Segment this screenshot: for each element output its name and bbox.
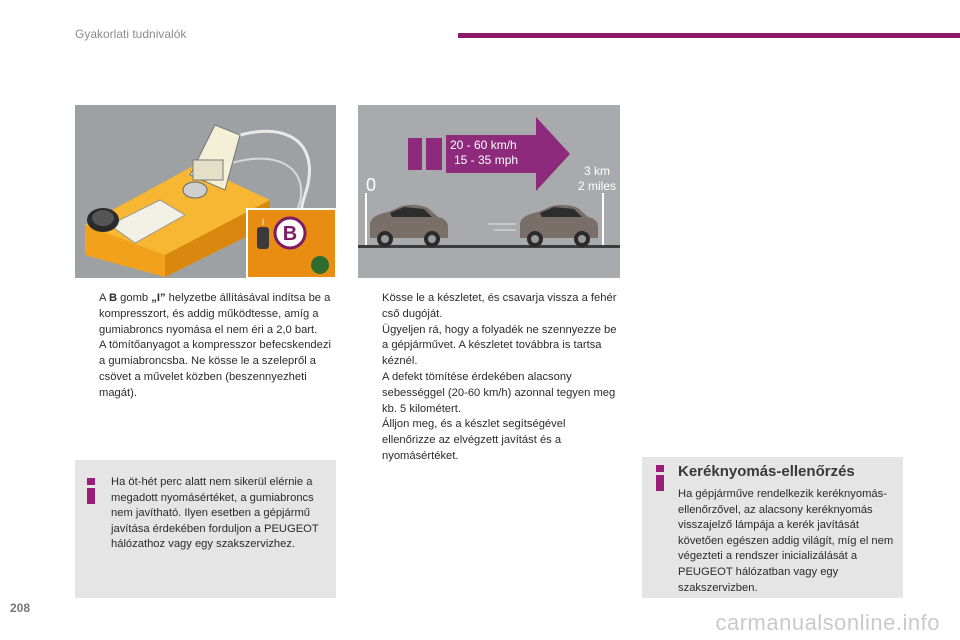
info-text: Ha öt-hét perc alatt nem sikerül elérnie a megadott nyomásértéket, a gumiabroncs nem javítható. Ilyen esetben a gépjármű javítása érdekében forduljon a PEUGEOT hálózathoz vagy egy szakszervizhez. <box>111 476 319 551</box>
info-icon <box>87 478 95 504</box>
running-header: Gyakorlati tudnivalók <box>75 27 187 41</box>
speed-mph-label: 15 - 35 mph <box>454 153 519 167</box>
badge-letter-b: B <box>282 223 298 245</box>
text-prefix: A <box>99 292 109 304</box>
distance-km-label: 3 km <box>584 164 611 178</box>
instruction-column-2 <box>358 291 620 465</box>
text-middle: gomb <box>117 292 152 304</box>
list-item <box>75 291 337 402</box>
badge-switch-label: I <box>261 218 265 227</box>
bullet-paragraph <box>99 291 337 338</box>
bullet-paragraph: Kösse le a készletet, és csavarja vissza a fehér cső dugóját. <box>382 292 617 320</box>
info-box-pressure-failure <box>75 460 336 598</box>
speed-drawing <box>358 105 620 278</box>
bullet-paragraph-2: A tömítőanyagot a kompresszor befecskendezi a gumiabroncsba. Ne kösse le a szelepről a csövet a művelet közben (beszennyezheti magát). <box>99 339 331 399</box>
info-title: Keréknyomás-ellenőrzés <box>678 463 855 480</box>
compressor-kit-illustration <box>75 105 336 278</box>
instruction-column-1 <box>75 291 337 402</box>
header-accent-bar <box>458 33 960 38</box>
bullet-paragraph: Álljon meg, és a készlet segítségével ellenőrizze az elvégzett javítást és a nyomásértéket. <box>382 418 566 462</box>
list-item <box>358 291 620 370</box>
info-box-tyre-pressure-monitoring <box>642 457 903 598</box>
speed-kmh-label: 20 - 60 km/h <box>450 138 517 152</box>
list-item <box>358 417 620 464</box>
button-b-ref: B <box>108 292 118 304</box>
text-rest: helyzetbe állításával indítsa be a kompresszort, és addig működtesse, amíg a gumiabroncs nyomása el nem éri a 2,0 bart. <box>99 292 331 336</box>
info-icon <box>656 465 664 491</box>
bullet-paragraph-2: Ügyeljen rá, hogy a folyadék ne szennyezze be a gépjárművet. A készletet továbbra is tartsa kéznél. <box>382 323 617 368</box>
compressor-drawing <box>75 105 336 278</box>
position-i-ref: „I” <box>151 292 166 304</box>
watermark: carmanualsonline.info <box>715 610 940 635</box>
bullet-paragraph: A defekt tömítése érdekében alacsony sebességgel (20-60 km/h) azonnal tegyen meg kb. 5 kilométert. <box>382 370 616 415</box>
drive-speed-illustration <box>358 105 620 278</box>
distance-miles-label: 2 miles <box>578 179 617 193</box>
list-item <box>358 370 620 417</box>
start-zero-label: 0 <box>366 175 377 195</box>
page-number: 208 <box>10 601 31 615</box>
info-text: Ha gépjárműve rendelkezik keréknyomás-ellenőrzővel, az alacsony keréknyomás visszajelző lámpája a kerék javítását követően egészen addig világít, míg el nem végezteti a rendszer inicializálását a PEUGEOT hálózatban vagy egy szakszervizben. <box>678 488 894 594</box>
